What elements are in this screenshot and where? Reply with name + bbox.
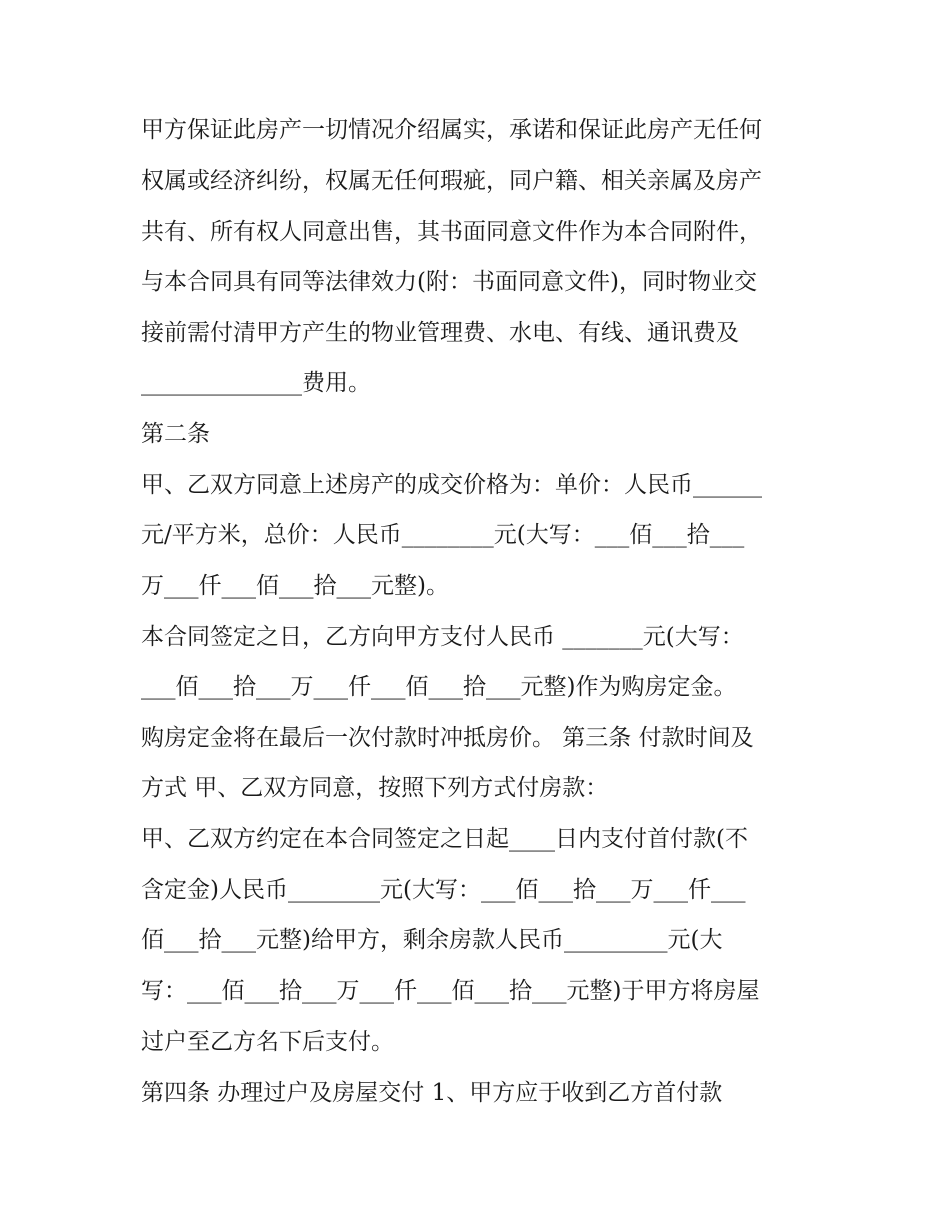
document-line: 佰___拾___元整)给甲方，剩余房款人民币_________元(大 (141, 927, 723, 953)
document-line: 接前需付清甲方产生的物业管理费、水电、有线、通讯费及 (141, 320, 739, 346)
document-line: 写：___佰___拾___万___仟___佰___拾___元整)于甲方将房屋 (141, 978, 760, 1004)
document-line: 甲、乙双方约定在本合同签定之日起____日内支付首付款(不 (141, 826, 748, 852)
document-line: 元/平方米，总价：人民币________元(大写：___佰___拾___ (141, 522, 745, 548)
document-line: 权属或经济纠纷，权属无任何瑕疵，同户籍、相关亲属及房产 (141, 168, 762, 194)
document-line: 本合同签定之日，乙方向甲方支付人民币 _______元(大写： (141, 624, 744, 650)
document-line: 购房定金将在最后一次付款时冲抵房价。 第三条 付款时间及 (141, 725, 754, 751)
document-line: 甲方保证此房产一切情况介绍属实，承诺和保证此房产无任何 (141, 117, 762, 143)
document-line: 过户至乙方名下后支付。 (141, 1029, 394, 1055)
document-line: ______________费用。 (141, 370, 371, 396)
section-heading: 第四条 办理过户及房屋交付 1、甲方应于收到乙方首付款 (141, 1080, 723, 1106)
document-line: ___佰___拾___万___仟___佰___拾___元整)作为购房定金。 (141, 674, 737, 700)
document-line: 含定金)人民币________元(大写：___佰___拾___万___仟___ (141, 877, 746, 903)
document-line: 与本合同具有同等法律效力(附：书面同意文件)，同时物业交 (141, 269, 757, 295)
document-line: 共有、所有权人同意出售，其书面同意文件作为本合同附件， (141, 219, 762, 245)
document-line: 甲、乙双方同意上述房产的成交价格为：单价：人民币______ (141, 472, 762, 498)
document-line: 方式 甲、乙双方同意，按照下列方式付房款： (141, 775, 609, 801)
section-heading: 第二条 (141, 421, 210, 447)
document-line: 万___仟___佰___拾___元整)。 (141, 573, 449, 599)
